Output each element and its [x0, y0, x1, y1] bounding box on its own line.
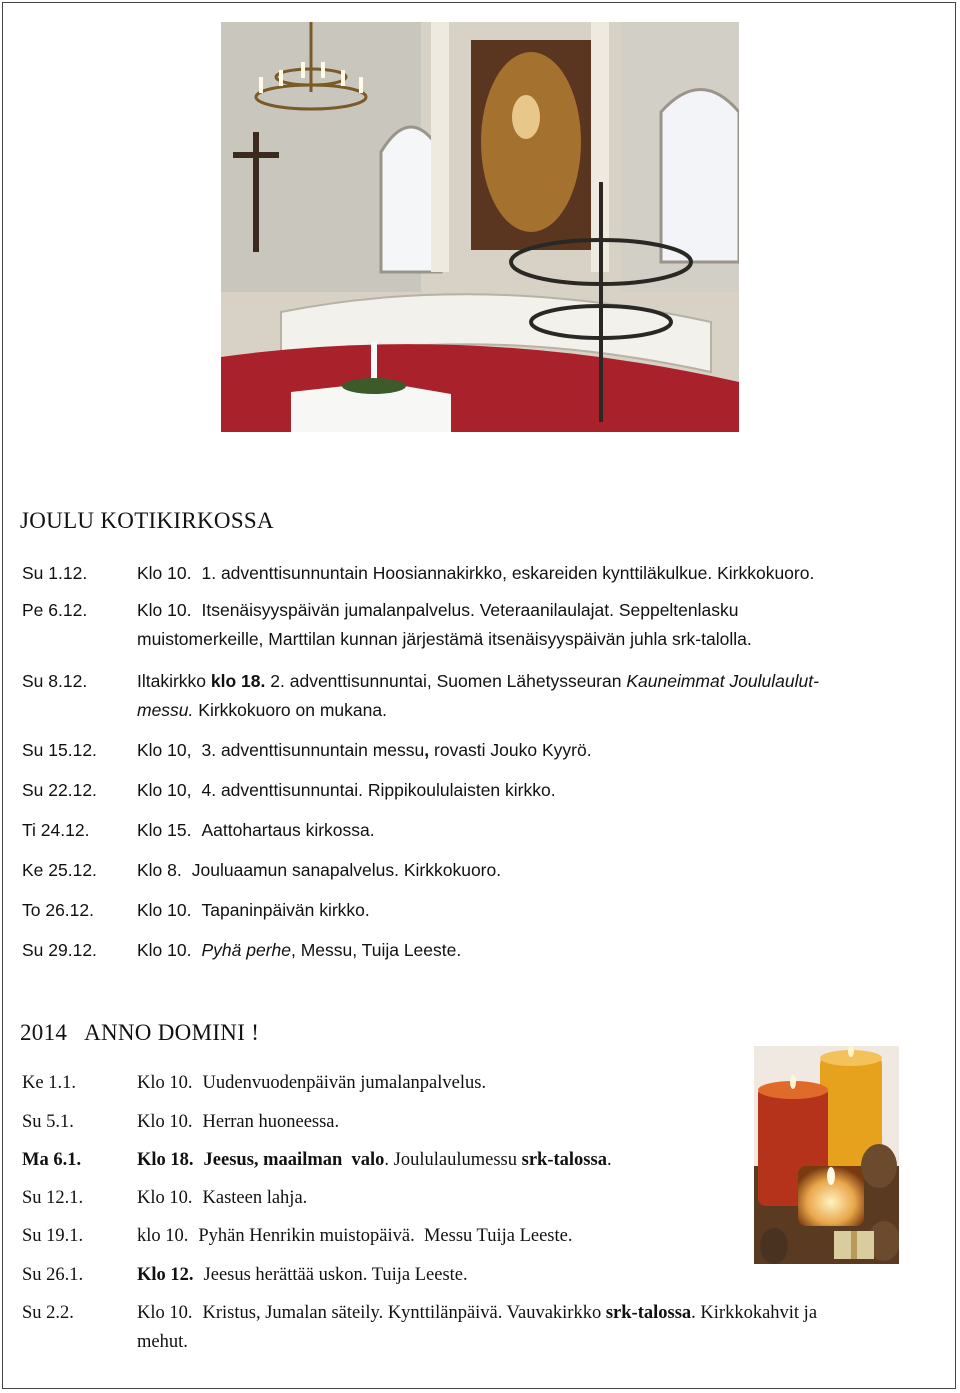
event-date: Ti 24.12. [22, 820, 90, 840]
event-description: Iltakirkko klo 18. 2. adventtisunnuntai, Suomen Lähetysseuran Kauneimmat Joululaulut- messu. Kirkkokuoro on mukana. [137, 671, 819, 720]
event-date: Su 29.12. [22, 940, 97, 960]
event-date: Su 22.12. [22, 780, 97, 800]
event-date: Su 2.2. [22, 1303, 74, 1323]
event-description: Klo 10. Tapaninpäivän kirkko. [137, 900, 370, 920]
event-description: Klo 10. Kasteen lahja. [137, 1188, 308, 1208]
event-description: Klo 10. Herran huoneessa. [137, 1112, 340, 1132]
event-date: Su 8.12. [22, 671, 88, 691]
event-description: Klo 10. Uudenvuodenpäivän jumalanpalvelus. [137, 1073, 487, 1093]
event-date: Su 15.12. [22, 740, 97, 760]
section-title-anno-domini: 2014 ANNO DOMINI ! [20, 1020, 260, 1045]
event-date: Ke 25.12. [22, 860, 97, 880]
event-date: Ma 6.1. [22, 1150, 82, 1170]
event-date: Pe 6.12. [22, 600, 88, 620]
event-description: Klo 18. Jeesus, maailman valo. Joululaulumessu srk-talossa. [137, 1150, 612, 1170]
event-date: Su 12.1. [22, 1188, 84, 1208]
event-description: Klo 10, 3. adventtisunnuntain messu, rovasti Jouko Kyyrö. [137, 740, 592, 760]
event-description: Klo 15. Aattohartaus kirkossa. [137, 820, 375, 840]
event-date: To 26.12. [22, 900, 94, 920]
event-date: Ke 1.1. [22, 1073, 76, 1093]
event-description: Klo 10. Itsenäisyyspäivän jumalanpalvelus. Veteraanilaulajat. Seppeltenlasku muistomerkeille, Marttilan kunnan järjestämä itsenäisyyspäivän juhla srk-talolla. [137, 600, 752, 649]
church-interior-photo [221, 22, 739, 432]
section-title-joulu: JOULU KOTIKIRKOSSA [20, 508, 274, 533]
event-date: Su 19.1. [22, 1226, 84, 1246]
event-description: klo 10. Pyhän Henrikin muistopäivä. Messu Tuija Leeste. [137, 1226, 573, 1246]
event-description: Klo 8. Jouluaamun sanapalvelus. Kirkkokuoro. [137, 860, 502, 880]
event-description: Klo 10. Kristus, Jumalan säteily. Kynttilänpäivä. Vauvakirkko srk-talossa. Kirkkokahvit ja mehut. [137, 1303, 818, 1352]
event-description: Klo 10. 1. adventtisunnuntain Hoosiannakirkko, eskareiden kynttiläkulkue. Kirkkokuoro. [137, 563, 815, 583]
event-description: Klo 10. Pyhä perhe, Messu, Tuija Leeste. [137, 940, 462, 960]
event-description: Klo 12. Jeesus herättää uskon. Tuija Leeste. [137, 1265, 468, 1285]
event-date: Su 26.1. [22, 1265, 84, 1285]
event-date: Su 5.1. [22, 1112, 74, 1132]
event-description: Klo 10, 4. adventtisunnuntai. Rippikoululaisten kirkko. [137, 780, 556, 800]
event-date: Su 1.12. [22, 563, 88, 583]
